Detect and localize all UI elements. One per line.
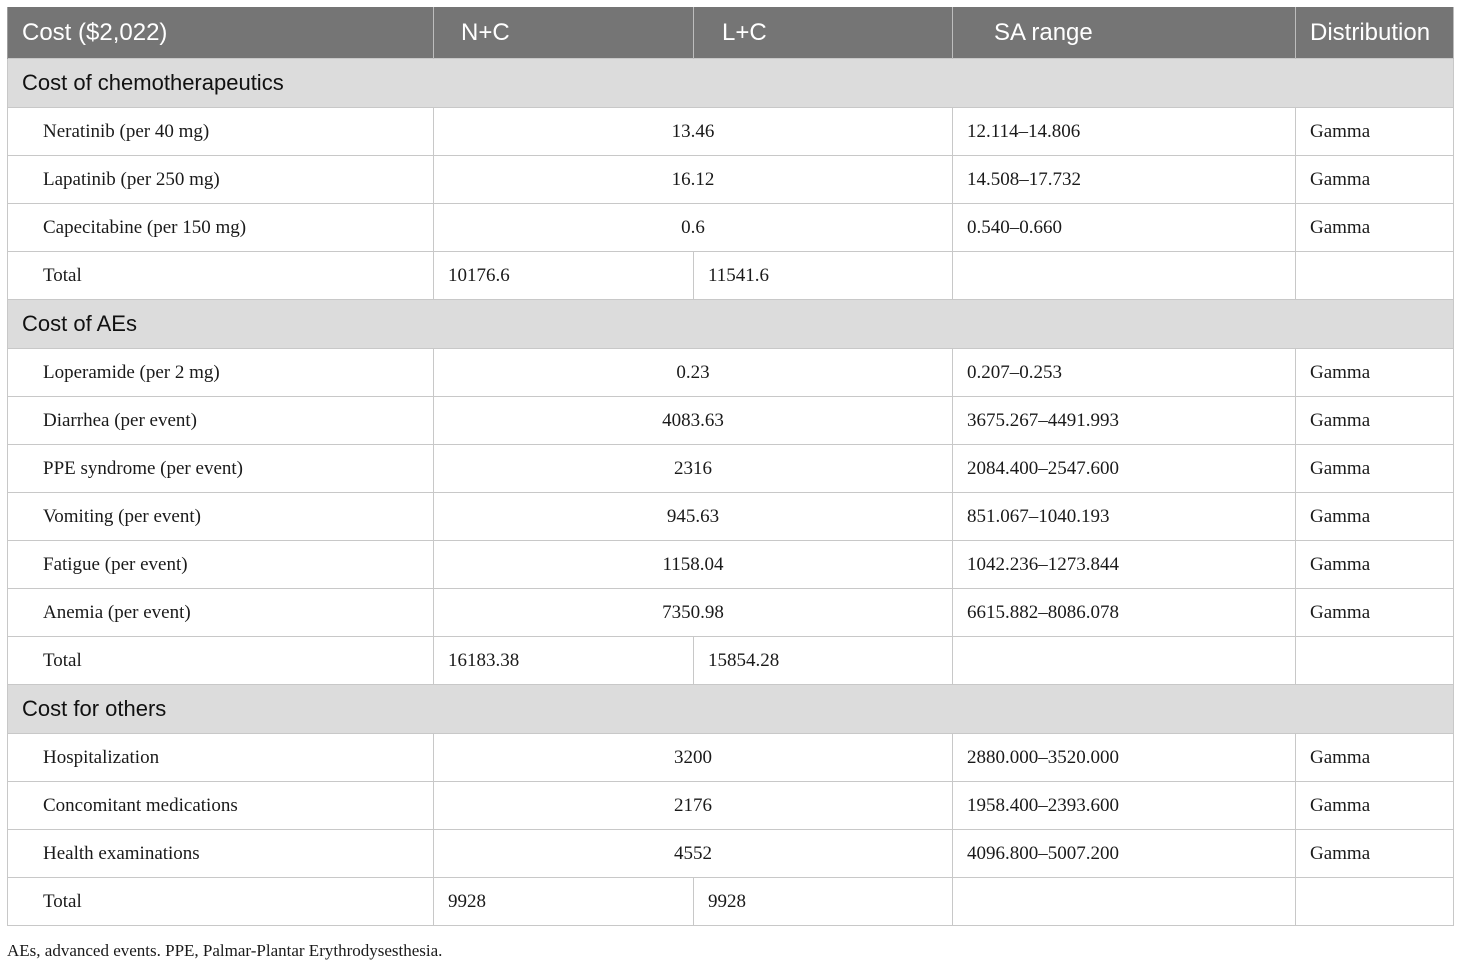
shared-cost-cell: 2316 [434,445,953,493]
table-row [8,637,1454,685]
shared-cost-cell: 0.23 [434,349,953,397]
distribution-cell: Gamma [1296,830,1454,878]
lc-cost-cell: 11541.6 [694,252,953,300]
sa-range-cell: 14.508–17.732 [953,156,1296,204]
cost-item-cell: Fatigue (per event) [8,541,434,589]
sa-range-cell [953,637,1296,685]
header-lc: L+C [694,7,953,59]
sa-range-cell: 3675.267–4491.993 [953,397,1296,445]
cost-item-cell: Hospitalization [8,734,434,782]
cost-item-cell: Vomiting (per event) [8,493,434,541]
section-row [8,685,1454,734]
nc-cost-cell: 9928 [434,878,694,926]
sa-range-cell: 0.540–0.660 [953,204,1296,252]
table-row [8,541,1454,589]
cost-item-cell: Anemia (per event) [8,589,434,637]
table-footnote: AEs, advanced events. PPE, Palmar-Plantar Erythrodysesthesia. [7,941,443,960]
distribution-cell [1296,252,1454,300]
sa-range-cell: 6615.882–8086.078 [953,589,1296,637]
shared-cost-cell: 16.12 [434,156,953,204]
cost-table [7,7,1454,926]
sa-range-cell: 12.114–14.806 [953,108,1296,156]
table-row [8,252,1454,300]
table-row [8,156,1454,204]
sa-range-cell [953,878,1296,926]
header-sa-range: SA range [953,7,1296,59]
shared-cost-cell: 7350.98 [434,589,953,637]
cost-item-cell: Total [8,637,434,685]
section-title: Cost for others [8,685,1454,734]
lc-cost-cell: 15854.28 [694,637,953,685]
table-row [8,734,1454,782]
header-nc: N+C [434,7,694,59]
shared-cost-cell: 4552 [434,830,953,878]
table-row [8,782,1454,830]
cost-item-cell: PPE syndrome (per event) [8,445,434,493]
shared-cost-cell: 945.63 [434,493,953,541]
distribution-cell: Gamma [1296,541,1454,589]
table-row [8,445,1454,493]
sa-range-cell: 851.067–1040.193 [953,493,1296,541]
distribution-cell: Gamma [1296,734,1454,782]
cost-item-cell: Capecitabine (per 150 mg) [8,204,434,252]
sa-range-cell: 2084.400–2547.600 [953,445,1296,493]
header-distribution: Distribution [1296,7,1454,59]
distribution-cell: Gamma [1296,108,1454,156]
shared-cost-cell: 0.6 [434,204,953,252]
section-title: Cost of chemotherapeutics [8,59,1454,108]
nc-cost-cell: 16183.38 [434,637,694,685]
sa-range-cell [953,252,1296,300]
header-cost: Cost ($2,022) [8,7,434,59]
sa-range-cell: 4096.800–5007.200 [953,830,1296,878]
section-row [8,59,1454,108]
table-row [8,204,1454,252]
document [7,7,1453,926]
distribution-cell: Gamma [1296,782,1454,830]
cost-item-cell: Diarrhea (per event) [8,397,434,445]
header-row [8,7,1454,59]
cost-item-cell: Loperamide (per 2 mg) [8,349,434,397]
distribution-cell [1296,637,1454,685]
distribution-cell: Gamma [1296,156,1454,204]
distribution-cell: Gamma [1296,589,1454,637]
cost-item-cell: Concomitant medications [8,782,434,830]
shared-cost-cell: 4083.63 [434,397,953,445]
nc-cost-cell: 10176.6 [434,252,694,300]
cost-item-cell: Total [8,878,434,926]
shared-cost-cell: 2176 [434,782,953,830]
lc-cost-cell: 9928 [694,878,953,926]
distribution-cell: Gamma [1296,204,1454,252]
cost-item-cell: Total [8,252,434,300]
table-row [8,589,1454,637]
distribution-cell: Gamma [1296,397,1454,445]
sa-range-cell: 1042.236–1273.844 [953,541,1296,589]
distribution-cell: Gamma [1296,493,1454,541]
sa-range-cell: 1958.400–2393.600 [953,782,1296,830]
shared-cost-cell: 3200 [434,734,953,782]
section-title: Cost of AEs [8,300,1454,349]
shared-cost-cell: 13.46 [434,108,953,156]
table-row [8,108,1454,156]
table-body [8,59,1454,926]
table-row [8,397,1454,445]
table-row [8,830,1454,878]
section-row [8,300,1454,349]
cost-item-cell: Neratinib (per 40 mg) [8,108,434,156]
table-header [8,7,1454,59]
distribution-cell: Gamma [1296,349,1454,397]
cost-item-cell: Health examinations [8,830,434,878]
sa-range-cell: 0.207–0.253 [953,349,1296,397]
distribution-cell [1296,878,1454,926]
cost-item-cell: Lapatinib (per 250 mg) [8,156,434,204]
table-row [8,349,1454,397]
shared-cost-cell: 1158.04 [434,541,953,589]
sa-range-cell: 2880.000–3520.000 [953,734,1296,782]
table-row [8,878,1454,926]
table-row [8,493,1454,541]
distribution-cell: Gamma [1296,445,1454,493]
